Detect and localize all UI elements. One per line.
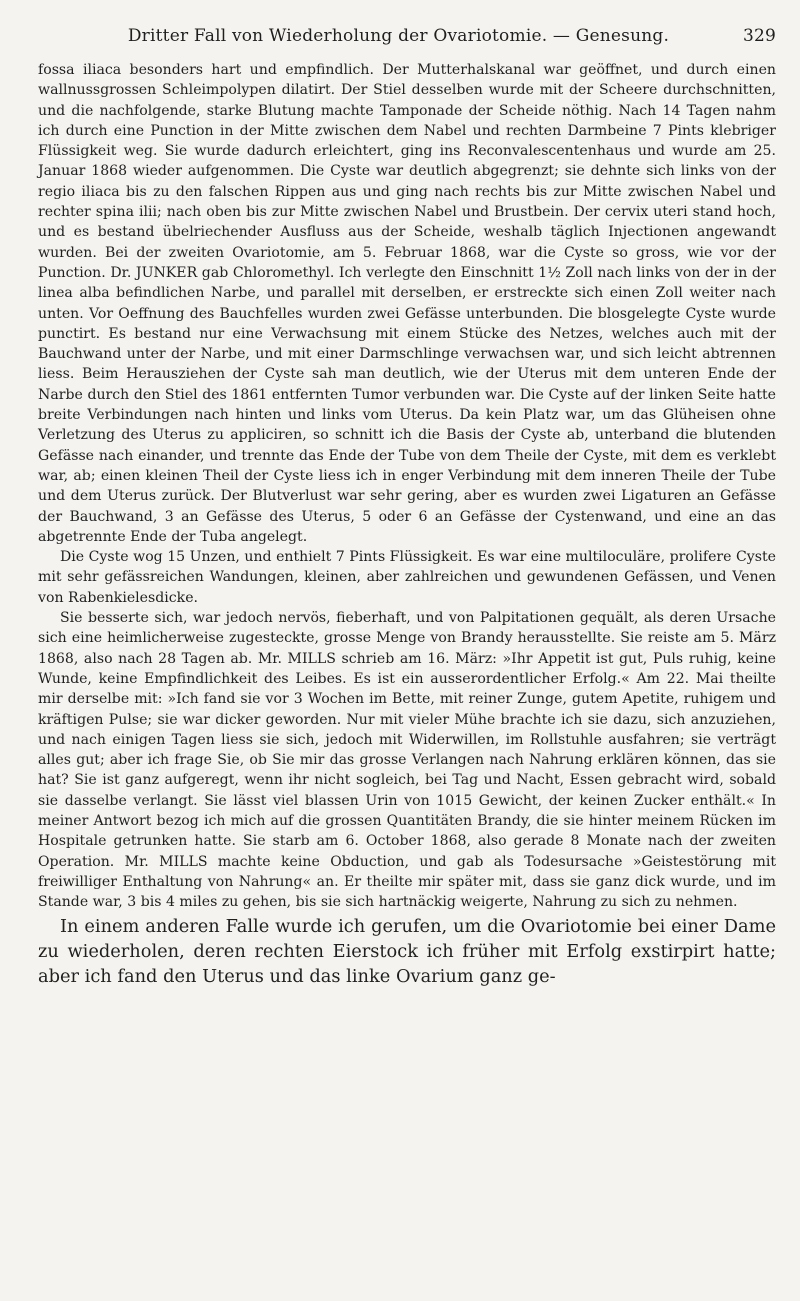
page-number: 329 [742,26,776,46]
paragraph-new-case: In einem anderen Falle wurde ich gerufen, um die Ovariotomie bei einer Dame zu wiederholen, deren rechten Eierstock ich früher mit Erfolg exstirpirt hatte; aber ich fand den Uterus und das linke Ovarium ganz ge- [38,916,776,988]
paragraph-recovery: Sie besserte sich, war jedoch nervös, fieberhaft, und von Palpitationen gequält, als deren Ursache sich eine heimlicherweise zugesteckte, grosse Menge von Brandy herausstellte. Sie reiste am 5. März 1868, also nach 28 Tagen ab. Mr. MILLS schrieb am 16. März: »Ihr Appetit ist gut, Puls ruhig, keine Wunde, keine Empfindlichkeit des Leibes. Es ist ein ausserordentlicher Erfolg.« Am 22. Mai theilte mir derselbe mit: »Ich fand sie vor 3 Wochen im Bette, mit reiner Zunge, gutem Apetite, ruhigem und kräftigen Pulse; sie war dicker geworden. Nur mit vieler Mühe brachte ich sie dazu, sich anzuziehen, und nach einigen Tagen liess sie sich, jedoch mit Widerwillen, im Rollstuhle ausfahren; sie verträgt alles gut; aber ich frage Sie, ob Sie mir das grosse Verlangen nach Nahrung erklären können, das sie hat? Sie ist ganz aufgeregt, wenn ihr nicht sogleich, bei Tag und Nacht, Essen gebracht wird, sobald sie dasselbe verlangt. Sie lässt viel blassen Urin von 1015 Gewicht, der keinen Zucker enthält.« In meiner Antwort bezog ich mich auf die grossen Quantitäten Brandy, die sie hinter meinem Rücken im Hospitale getrunken hatte. Sie starb am 6. October 1868, also gerade 8 Monate nach der zweiten Operation. Mr. MILLS machte keine Obduction, und gab als Todesursache »Geistestörung mit freiwilliger Enthaltung von Nahrung« an. Er theilte mir später mit, dass sie ganz dick wurde, und im Stande war, 3 bis 4 miles zu gehen, bis sie sich hartnäckig weigerte, Nahrung zu sich zu nehmen. [38,610,776,911]
paragraph-continued: fossa iliaca besonders hart und empfindlich. Der Mutterhalskanal war geöffnet, und durch einen wallnussgrossen Schleimpolypen dilatirt. Der Stiel desselben wurde mit der Scheere durchschnitten, und die nachfolgende, starke Blutung machte Tamponade der Scheide nöthig. Nach 14 Tagen nahm ich durch eine Punction in der Mitte zwischen dem Nabel und rechten Darmbeine 7 Pints klebriger Flüssigkeit weg. Sie wurde dadurch erleichtert, ging ins Reconvalescentenhaus und wurde am 25. Januar 1868 wieder aufgenommen. Die Cyste war deutlich abgegrenzt; sie dehnte sich links von der regio iliaca bis zu den falschen Rippen aus und ging nach rechts bis zur Mitte zwischen Nabel und rechter spina ilii; nach oben bis zur Mitte zwischen Nabel und Brustbein. Der cervix uteri stand hoch, und es bestand übelriechender Ausfluss aus der Scheide, weshalb täglich Injectionen angewandt wurden. Bei der zweiten Ovariotomie, am 5. Februar 1868, war die Cyste so gross, wie vor der Punction. Dr. JUNKER gab Chloromethyl. Ich verlegte den Einschnitt 1½ Zoll nach links von der in der linea alba befindlichen Narbe, und parallel mit derselben, er erstreckte sich einen Zoll weiter nach unten. Vor Oeffnung des Bauchfelles wurden zwei Gefässe unterbunden. Die blosgelegte Cyste wurde punctirt. Es bestand nur eine Verwachsung mit einem Stücke des Netzes, welches auch mit der Bauchwand unter der Narbe, und mit einer Darmschlinge verwachsen war, und sich leicht abtrennen liess. Beim Herausziehen der Cyste sah man deutlich, wie der Uterus mit dem unteren Ende der Narbe durch den Stiel des 1861 entfernten Tumor verbunden war. Die Cyste auf der linken Seite hatte breite Verbindungen nach hinten und links vom Uterus. Da kein Platz war, um das Glüheisen ohne Verletzung des Uterus zu appliciren, so schnitt ich die Basis der Cyste ab, unterband die blutenden Gefässe nach einander, und trennte das Ende der Tube von dem Theile der Cyste, mit dem es verklebt war, ab; einen kleinen Theil der Cyste liess ich in enger Verbindung mit dem inneren Theile der Tube und dem Uterus zurück. Der Blutverlust war sehr gering, aber es wurden zwei Ligaturen an Gefässe der Bauchwand, 3 an Gefässe des Uterus, 5 oder 6 an Gefässe der Cystenwand, und eine an das abgetrennte Ende der Tuba angelegt. [38,62,776,545]
book-page [38,26,776,989]
page-header [38,26,776,46]
paragraph-cyst-description: Die Cyste wog 15 Unzen, und enthielt 7 Pints Flüssigkeit. Es war eine multiloculäre, prolifere Cyste mit sehr gefässreichen Wandungen, kleinen, aber zahlreichen und gewundenen Gefässen, und Venen von Rabenkielesdicke. [38,549,776,606]
running-title: Dritter Fall von Wiederholung der Ovariotomie. — Genesung. [127,26,670,46]
body-text [38,60,776,989]
